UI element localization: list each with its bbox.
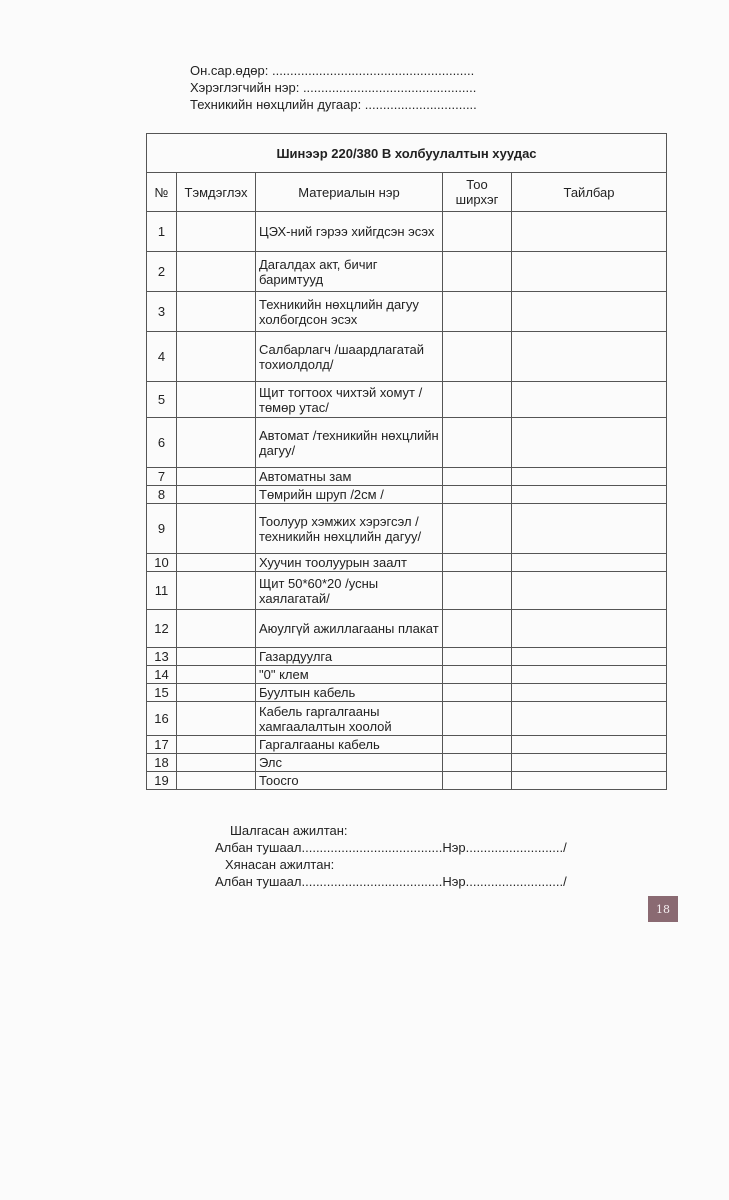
row-mark-cell [177, 418, 256, 468]
date-field: Он.сар.өдөр: ........................................................ [190, 63, 475, 78]
table-row [147, 554, 667, 572]
row-description-cell [512, 212, 667, 252]
table-row [147, 666, 667, 684]
row-mark-cell [177, 252, 256, 292]
row-quantity-cell [443, 666, 512, 684]
row-material-name: Кабель гаргалгааны хамгаалалтын хоолой [256, 702, 443, 736]
row-description-cell [512, 332, 667, 382]
page-number-badge: 18 [648, 896, 678, 922]
reviewed-by-line: Албан тушаал.......................................Нэр.........................../ [215, 874, 567, 889]
row-quantity-cell [443, 736, 512, 754]
checked-by-line: Албан тушаал.......................................Нэр.........................../ [215, 840, 567, 855]
row-quantity-cell [443, 252, 512, 292]
signature-block [215, 822, 567, 890]
row-mark-cell [177, 504, 256, 554]
row-quantity-cell [443, 772, 512, 790]
row-material-name: Тоолуур хэмжих хэрэгсэл /техникийн нөхцлийн дагуу/ [256, 504, 443, 554]
row-quantity-cell [443, 554, 512, 572]
row-quantity-cell [443, 418, 512, 468]
row-number: 14 [147, 666, 177, 684]
row-quantity-cell [443, 684, 512, 702]
table-row [147, 754, 667, 772]
row-description-cell [512, 648, 667, 666]
row-mark-cell [177, 736, 256, 754]
row-description-cell [512, 292, 667, 332]
row-number: 3 [147, 292, 177, 332]
row-material-name: Элс [256, 754, 443, 772]
table-row [147, 332, 667, 382]
row-description-cell [512, 382, 667, 418]
table-title: Шинээр 220/380 В холбуулалтын хуудас [147, 134, 667, 173]
row-material-name: Тоосго [256, 772, 443, 790]
row-material-name: Буултын кабель [256, 684, 443, 702]
table-row [147, 212, 667, 252]
row-description-cell [512, 486, 667, 504]
row-quantity-cell [443, 648, 512, 666]
row-mark-cell [177, 648, 256, 666]
row-quantity-cell [443, 754, 512, 772]
row-number: 8 [147, 486, 177, 504]
row-number: 12 [147, 610, 177, 648]
table-row [147, 684, 667, 702]
row-mark-cell [177, 684, 256, 702]
row-material-name: Дагалдах акт, бичиг баримтууд [256, 252, 443, 292]
row-number: 9 [147, 504, 177, 554]
consumer-name-field: Хэрэглэгчийн нэр: ................................................ [190, 80, 477, 95]
col-header-quantity: Тоо ширхэг [443, 173, 512, 212]
row-quantity-cell [443, 572, 512, 610]
row-material-name: Автоматны зам [256, 468, 443, 486]
row-number: 4 [147, 332, 177, 382]
row-number: 16 [147, 702, 177, 736]
col-header-description: Тайлбар [512, 173, 667, 212]
row-description-cell [512, 666, 667, 684]
row-quantity-cell [443, 292, 512, 332]
row-mark-cell [177, 292, 256, 332]
table-row [147, 504, 667, 554]
col-header-number: № [147, 173, 177, 212]
row-quantity-cell [443, 332, 512, 382]
row-mark-cell [177, 332, 256, 382]
row-material-name: Щит 50*60*20 /усны хаялагатай/ [256, 572, 443, 610]
row-quantity-cell [443, 702, 512, 736]
row-mark-cell [177, 554, 256, 572]
table-row [147, 468, 667, 486]
connection-sheet-table [146, 133, 667, 790]
table-row [147, 648, 667, 666]
row-number: 15 [147, 684, 177, 702]
row-quantity-cell [443, 504, 512, 554]
row-description-cell [512, 702, 667, 736]
table-row [147, 292, 667, 332]
row-material-name: Хуучин тоолуурын заалт [256, 554, 443, 572]
checked-by-label: Шалгасан ажилтан: [230, 823, 348, 838]
row-mark-cell [177, 772, 256, 790]
row-number: 1 [147, 212, 177, 252]
row-number: 19 [147, 772, 177, 790]
row-quantity-cell [443, 212, 512, 252]
row-number: 7 [147, 468, 177, 486]
row-number: 13 [147, 648, 177, 666]
table-row [147, 702, 667, 736]
row-mark-cell [177, 486, 256, 504]
col-header-material-name: Материалын нэр [256, 173, 443, 212]
row-number: 17 [147, 736, 177, 754]
row-description-cell [512, 754, 667, 772]
row-number: 6 [147, 418, 177, 468]
table-row [147, 252, 667, 292]
row-material-name: Автомат /техникийн нөхцлийн дагуу/ [256, 418, 443, 468]
row-description-cell [512, 772, 667, 790]
row-material-name: Гаргалгааны кабель [256, 736, 443, 754]
row-description-cell [512, 418, 667, 468]
table-row [147, 610, 667, 648]
row-description-cell [512, 554, 667, 572]
reviewed-by-label: Хянасан ажилтан: [225, 857, 335, 872]
row-number: 11 [147, 572, 177, 610]
row-material-name: Щит тогтоох чихтэй хомут /төмөр утас/ [256, 382, 443, 418]
row-material-name: Аюулгүй ажиллагааны плакат [256, 610, 443, 648]
row-description-cell [512, 468, 667, 486]
row-quantity-cell [443, 486, 512, 504]
row-material-name: Төмрийн шруп /2см / [256, 486, 443, 504]
table-row [147, 772, 667, 790]
table-row [147, 418, 667, 468]
row-material-name: Техникийн нөхцлийн дагуу холбогдсон эсэх [256, 292, 443, 332]
header-fields [190, 62, 477, 113]
row-mark-cell [177, 572, 256, 610]
row-mark-cell [177, 382, 256, 418]
row-quantity-cell [443, 468, 512, 486]
row-number: 10 [147, 554, 177, 572]
row-mark-cell [177, 702, 256, 736]
row-number: 5 [147, 382, 177, 418]
table-row [147, 572, 667, 610]
table-row [147, 736, 667, 754]
row-quantity-cell [443, 382, 512, 418]
row-description-cell [512, 504, 667, 554]
row-description-cell [512, 684, 667, 702]
row-material-name: Газардуулга [256, 648, 443, 666]
row-description-cell [512, 610, 667, 648]
row-description-cell [512, 252, 667, 292]
row-material-name: ЦЭХ-ний гэрээ хийгдсэн эсэх [256, 212, 443, 252]
row-mark-cell [177, 212, 256, 252]
row-mark-cell [177, 468, 256, 486]
tech-condition-number-field: Техникийн нөхцлийн дугаар: ............................... [190, 97, 477, 112]
row-material-name: "0" клем [256, 666, 443, 684]
row-number: 18 [147, 754, 177, 772]
row-mark-cell [177, 666, 256, 684]
row-material-name: Салбарлагч /шаардлагатай тохиолдолд/ [256, 332, 443, 382]
col-header-mark: Тэмдэглэх [177, 173, 256, 212]
table-row [147, 382, 667, 418]
row-description-cell [512, 572, 667, 610]
row-quantity-cell [443, 610, 512, 648]
row-mark-cell [177, 610, 256, 648]
row-description-cell [512, 736, 667, 754]
row-number: 2 [147, 252, 177, 292]
row-mark-cell [177, 754, 256, 772]
table-row [147, 486, 667, 504]
